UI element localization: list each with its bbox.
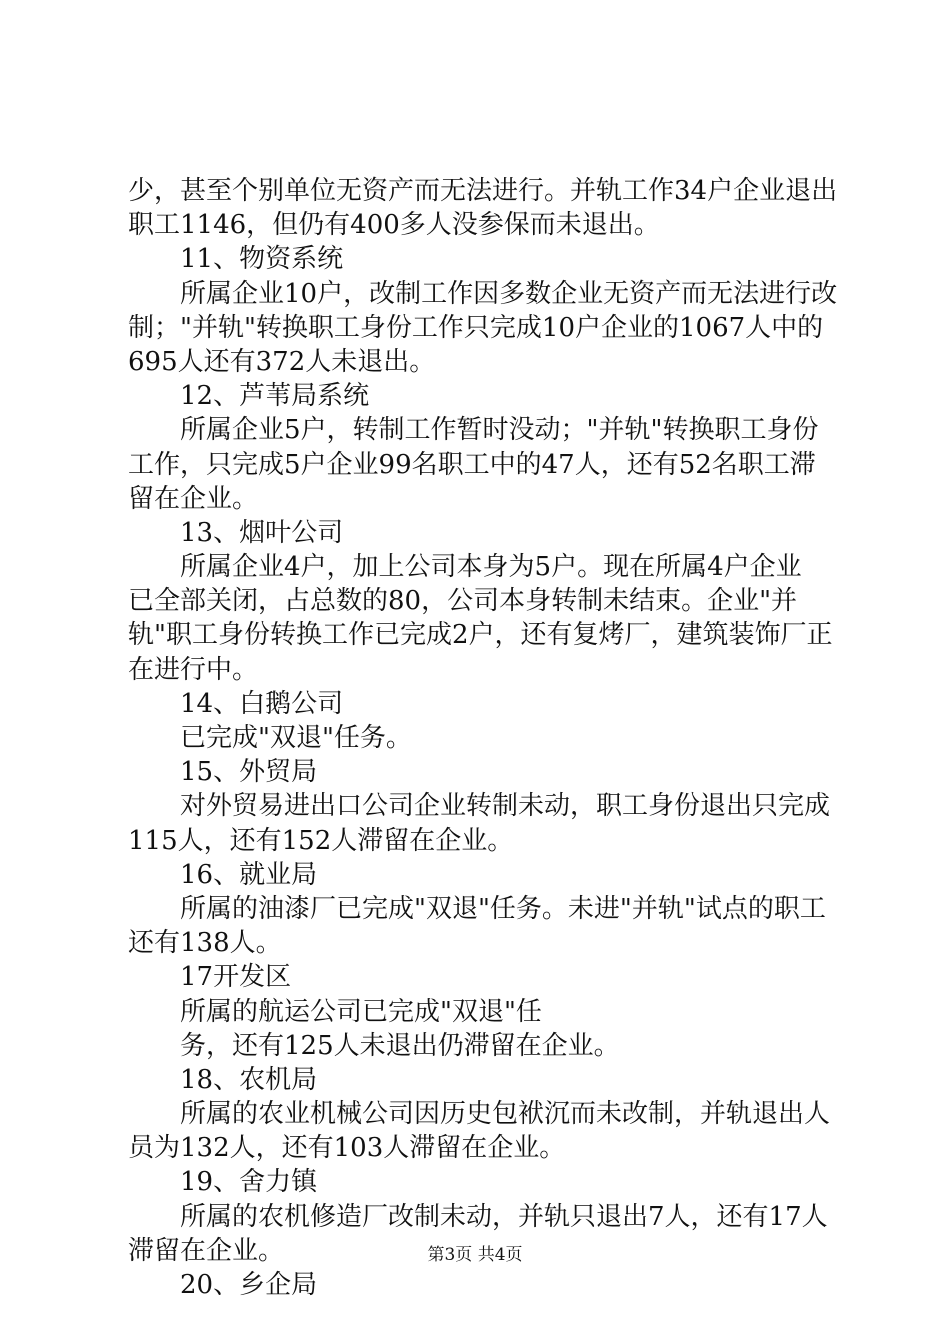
text-line: 13、烟叶公司 — [180, 517, 344, 548]
text-line: 115人，还有152人滞留在企业。 — [128, 825, 514, 856]
text-line: 所属企业4户，加上公司本身为5户。现在所属4户企业 — [180, 552, 802, 583]
text-line: 所属企业10户，改制工作因多数企业无资产而无法进行改 — [180, 278, 838, 309]
page-footer — [0, 1240, 950, 1265]
text-line: 所属的农机修造厂改制未动，并轨只退出7人，还有17人 — [180, 1201, 828, 1232]
text-line: 14、白鹅公司 — [180, 688, 344, 719]
text-line: 所属的农业机械公司因历史包袱沉而未改制，并轨退出人 — [180, 1099, 831, 1130]
text-line: 务，还有125人未退出仍滞留在企业。 — [180, 1030, 620, 1061]
text-line: 所属企业5户，转制工作暂时没动；"并轨"转换职工身份 — [180, 415, 819, 446]
text-line: 11、物资系统 — [180, 244, 344, 275]
text-line: 20、乡企局 — [180, 1270, 318, 1300]
text-line: 17开发区 — [180, 962, 292, 993]
document-body — [128, 174, 838, 1302]
text-line: 19、舍力镇 — [180, 1167, 318, 1198]
text-line: 所属的油漆厂已完成"双退"任务。未进"并轨"试点的职工 — [180, 893, 826, 924]
text-line: 18、农机局 — [180, 1064, 318, 1095]
page-number-label: 第3页 共4页 — [427, 1245, 523, 1265]
text-line: 还有138人。 — [128, 928, 282, 959]
text-line: 15、外贸局 — [180, 757, 318, 788]
text-line: 工作，只完成5户企业99名职工中的47人，还有52名职工滞 — [128, 449, 816, 480]
text-line: 对外贸易进出口公司企业转制未动，职工身份退出只完成 — [180, 791, 831, 822]
text-line: 已全部关闭，占总数的80，公司本身转制未结束。企业"并 — [128, 586, 798, 617]
text-line: 轨"职工身份转换工作已完成2户，还有复烤厂，建筑装饰厂正 — [128, 620, 833, 651]
text-line: 所属的航运公司已完成"双退"任 — [180, 996, 542, 1027]
text-line: 已完成"双退"任务。 — [180, 723, 412, 753]
text-line: 16、就业局 — [180, 859, 318, 890]
text-line: 12、芦苇局系统 — [180, 381, 370, 412]
text-line: 少，甚至个别单位无资产而无法进行。并轨工作34户企业退出 — [128, 176, 838, 206]
text-line: 制；"并轨"转换职工身份工作只完成10户企业的1067人中的 — [128, 312, 824, 343]
text-line: 695人还有372人未退出。 — [128, 346, 436, 377]
text-line: 留在企业。 — [128, 483, 259, 514]
text-line: 在进行中。 — [128, 654, 259, 685]
text-line: 职工1146，但仍有400多人没参保而未退出。 — [128, 210, 660, 241]
text-line: 员为132人，还有103人滞留在企业。 — [128, 1133, 566, 1164]
text-line: 滞留在企业。 — [128, 1235, 285, 1266]
